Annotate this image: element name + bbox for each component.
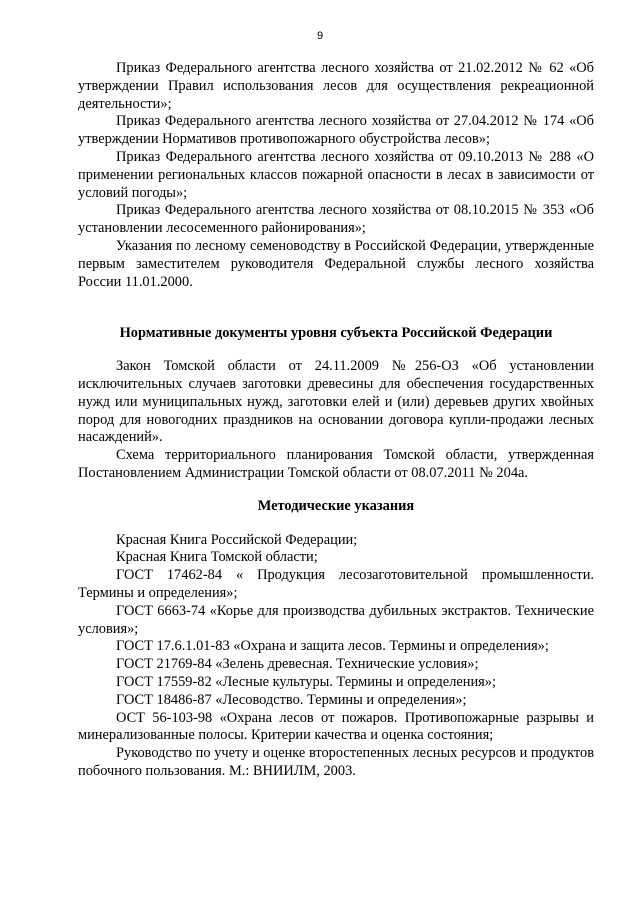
regional-documents-heading: Нормативные документы уровня субъекта Российской Федерации xyxy=(119,325,553,342)
tomsk-planning-scheme: Схема территориального планирования Томской области, утвержденная Постановлением Администрации Томской области от 08.07.2011 № 204а. xyxy=(78,447,594,481)
seed-production-guidelines: Указания по лесному семеноводству в Российской Федерации, утвержденные первым заместителем руководителя Федеральной службы лесного хозяйства России 11.01.2000. xyxy=(78,237,594,290)
federal-order-288: Приказ Федерального агентства лесного хозяйства от 09.10.2013 № 288 «О применении региональных классов пожарной опасности в лесах в зависимости от условий погоды»; xyxy=(78,148,594,201)
regional-documents-section xyxy=(78,325,594,482)
red-book-tomsk: Красная Книга Томской области; xyxy=(116,549,318,566)
gost-21769-84: ГОСТ 21769-84 «Зелень древесная. Технические условия»; xyxy=(116,656,479,673)
tomsk-law-256: Закон Томской области от 24.11.2009 №256-ОЗ «Об установлении исключительных случаев заготовки древесины для обеспечения государственных нужд или муниципальных нужд, заготовки елей и (или) деревьев других хвойных пород для новогодних праздников на основании договора купли-продажи лесных насаждений». xyxy=(78,358,594,446)
gost-17559-82: ГОСТ 17559-82 «Лесные культуры. Термины и определения»; xyxy=(116,673,496,690)
gost-17-6-1-01-83: ГОСТ 17.6.1.01-83 «Охрана и защита лесов. Термины и определения»; xyxy=(116,638,549,655)
methodical-heading: Методические указания xyxy=(257,497,415,514)
page-number: 9 xyxy=(316,30,324,42)
gost-6663-74: ГОСТ 6663-74 «Корье для производства дубильных экстрактов. Технические условия»; xyxy=(78,602,594,637)
spacer xyxy=(78,343,594,358)
methodical-section xyxy=(78,498,594,781)
document-body xyxy=(78,60,594,781)
gost-18486-87: ГОСТ 18486-87 «Лесоводство. Термины и определения»; xyxy=(116,691,467,708)
spacer xyxy=(78,516,594,532)
federal-order-62: Приказ Федерального агентства лесного хозяйства от 21.02.2012 № 62 «Об утверждении Правил использования лесов для осуществления рекреационной деятельности»; xyxy=(78,60,594,112)
federal-documents-section xyxy=(78,60,594,291)
federal-order-353: Приказ Федерального агентства лесного хозяйства от 08.10.2015 № 353 «Об установлении лесосеменного районирования»; xyxy=(78,202,594,237)
federal-order-174: Приказ Федерального агентства лесного хозяйства от 27.04.2012 № 174 «Об утверждении Нормативов противопожарного обустройства лесов»; xyxy=(78,113,594,148)
secondary-resources-guide: Руководство по учету и оценке второстепенных лесных ресурсов и продуктов побочного пользования. М.: ВНИИЛМ, 2003. xyxy=(78,745,594,779)
ost-56-103-98: ОСТ 56-103-98 «Охрана лесов от пожаров. Противопожарные разрывы и минерализованные полосы. Критерии качества и оценка состояния; xyxy=(78,709,594,744)
gost-17462-84: ГОСТ 17462-84 « Продукция лесозаготовительной промышленности. Термины и определения»; xyxy=(78,567,594,601)
red-book-rf: Красная Книга Российской Федерации; xyxy=(116,531,358,548)
spacer xyxy=(78,483,594,498)
spacer xyxy=(78,291,594,325)
